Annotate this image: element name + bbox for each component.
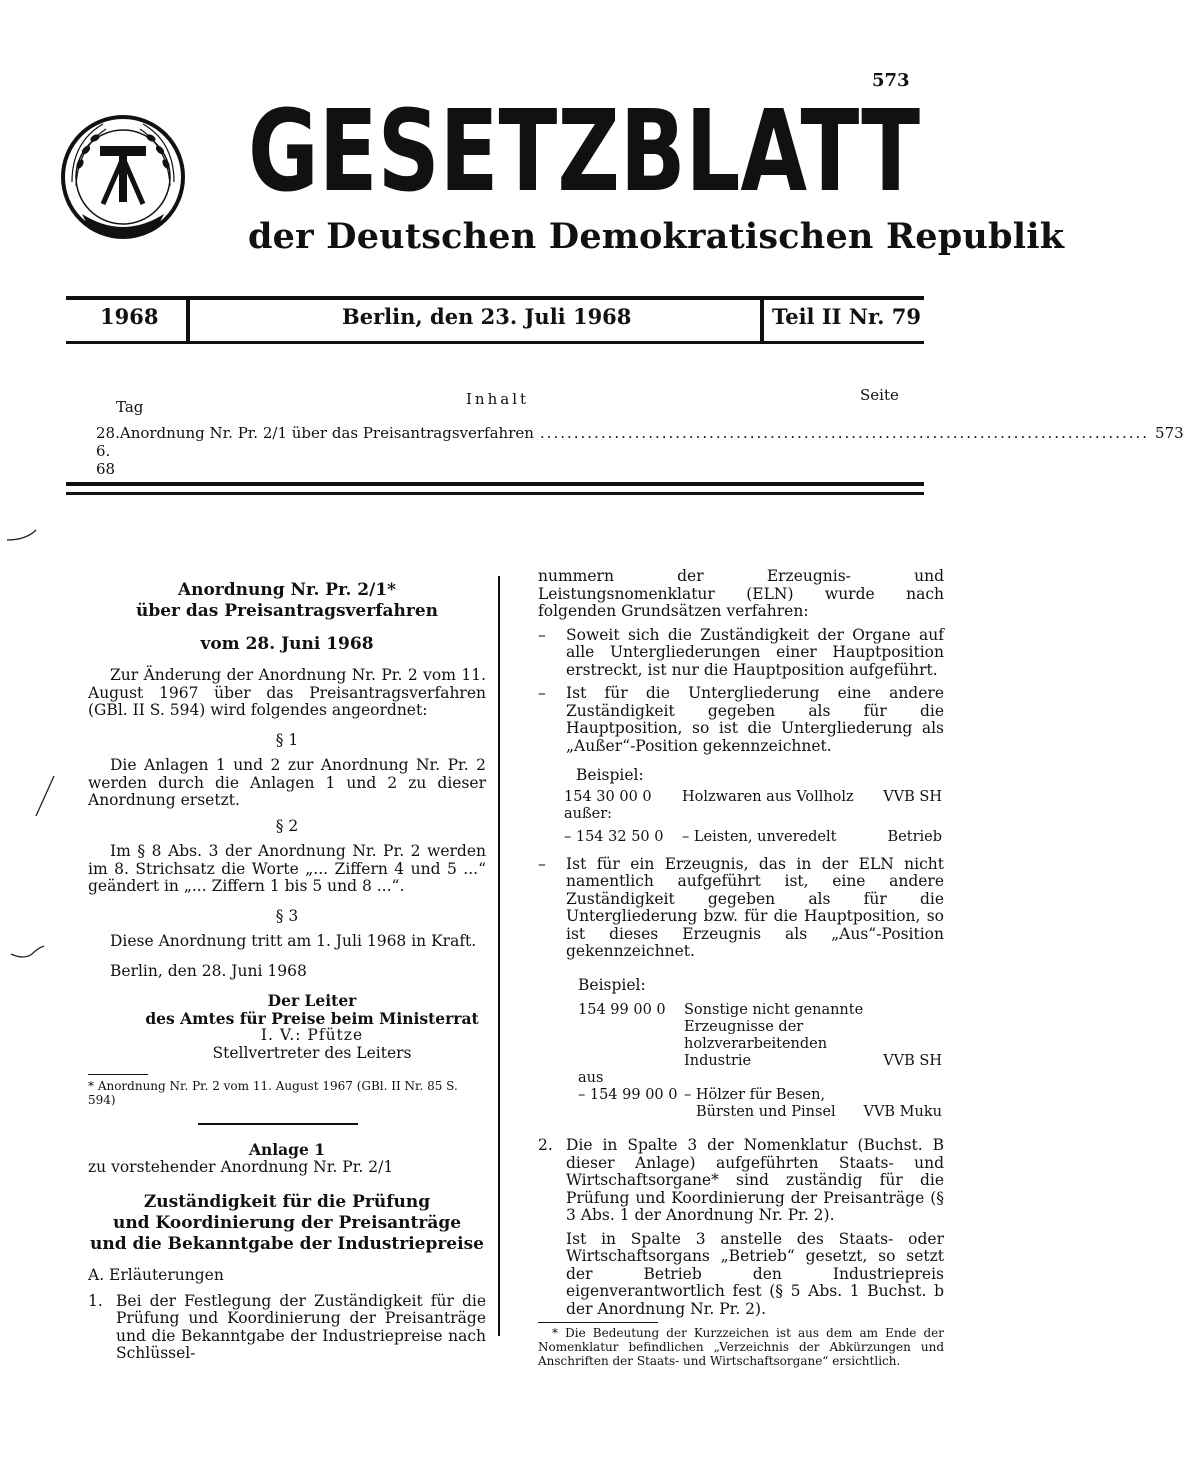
decree-date: vom 28. Juni 1968 [200, 634, 374, 654]
contents-rule-thick [66, 482, 924, 486]
item-1-continuation: nummern der Erzeugnis- und Leistungsnomenklatur (ELN) wurde nach folgenden Grundsätzen verfahren: [538, 567, 944, 620]
section-a-heading: A. Erläuterungen [88, 1266, 224, 1284]
svg-text:GESETZBLATT: GESETZBLATT [248, 87, 920, 217]
eln-organ: VVB Muku [863, 1104, 942, 1120]
eln-description-line: Erzeugnisse der [684, 1019, 804, 1035]
eln-code: 154 30 00 0 [564, 788, 652, 805]
issue-bar-divider [186, 296, 190, 344]
issue-place-date: Berlin, den 23. Juli 1968 [342, 304, 632, 329]
example-label: Beispiel: [576, 766, 644, 784]
contents-date-header: Tag [116, 398, 144, 416]
column-divider [498, 576, 500, 1336]
principle-item [538, 685, 944, 755]
contents-page-header: Seite [860, 386, 899, 404]
signing-place-date: Berlin, den 28. Juni 1968 [110, 961, 307, 980]
from-marker: aus [578, 1070, 604, 1086]
pencil-mark-icon [34, 774, 56, 818]
eln-organ: Betrieb [887, 828, 942, 845]
pencil-mark-icon [6, 528, 38, 544]
decree-intro: Zur Änderung der Anordnung Nr. Pr. 2 vom 11. August 1967 über das Preisantragsverfahren (GBl. II S. 594) wird folgendes angeordnet: [88, 666, 486, 719]
issue-bar-top-rule [66, 296, 924, 300]
contents-entry-title: Anordnung Nr. Pr. 2/1 über das Preisantragsverfahren [119, 424, 534, 442]
annex-reference: zu vorstehender Anordnung Nr. Pr. 2/1 [88, 1157, 394, 1176]
signatory-office: des Amtes für Preise beim Ministerrat [145, 1008, 479, 1028]
item-text: Bei der Festlegung der Zuständigkeit für die Prüfung und Koordinierung der Preisanträge und die Bekanntgabe der Industriepreise nach Schlüssel- [116, 1291, 486, 1362]
state-emblem-icon [58, 112, 188, 242]
signatory-title: Der Leiter [267, 991, 357, 1010]
right-column [538, 568, 944, 1368]
dash-marker: – [538, 684, 546, 702]
section-3-text: Diese Anordnung tritt am 1. Juli 1968 in Kraft. [110, 932, 477, 950]
principle-item [538, 856, 944, 961]
masthead-subtitle: der Deutschen Demokratischen Republik [248, 216, 1065, 257]
eln-organ: VVB SH [883, 788, 942, 805]
eln-description [684, 1002, 863, 1070]
principle-text: Soweit sich die Zuständigkeit der Organe auf alle Untergliederungen einer Hauptposition erstreckt, ist nur die Hauptposition aufgeführt. [566, 625, 944, 679]
contents-entry-date: 28. 6. 68 [96, 424, 120, 478]
issue-part-number: Teil II Nr. 79 [772, 304, 921, 329]
section-2-text: Im § 8 Abs. 3 der Anordnung Nr. Pr. 2 werden im 8. Strichsatz die Worte „... Ziffern 4 und 5 ...“ geändert in „... Ziffern 1 bis 5 und 8 ...“. [88, 842, 486, 895]
eln-description: – Leisten, unveredelt [682, 828, 837, 845]
principle-item [538, 627, 944, 680]
left-column [88, 580, 486, 1363]
dash-marker: – [538, 854, 546, 873]
eln-description-line: Bürsten und Pinsel [696, 1104, 836, 1120]
masthead-title [248, 87, 928, 217]
decree-title: Anordnung Nr. Pr. 2/1* [177, 580, 397, 600]
contents-entry-page: 573 [1155, 424, 1184, 442]
issue-bar-divider [760, 296, 764, 344]
eln-description: Holzwaren aus Vollholz [682, 788, 854, 805]
footnote-rule [88, 1074, 148, 1075]
decree-title-subject: über das Preisantragsverfahren [135, 601, 439, 621]
eln-description-line: Sonstige nicht genannte [684, 1002, 864, 1018]
item-text: Die in Spalte 3 der Nomenklatur (Buchst. B dieser Anlage) aufgeführten Staats- und Wirtschaftsorgane* sind zuständig für die Prüfung und Koordinierung der Preisanträge (§ 3 Abs. 1 der Anordnung Nr. Pr. 2). [566, 1136, 944, 1224]
eln-description-line: Industrie [684, 1053, 752, 1069]
explanation-item-2 [538, 1137, 944, 1318]
eln-code: – 154 99 00 0 [578, 1087, 678, 1103]
leader-dots: .......................................................................................... [539, 424, 1150, 442]
signatory-role: Stellvertreter des Leiters [212, 1043, 412, 1062]
eln-organ: VVB SH [883, 1053, 942, 1069]
eln-description-line: holzverarbeitenden [684, 1036, 828, 1052]
except-marker: außer: [564, 805, 613, 822]
left-footnote: * Anordnung Nr. Pr. 2 vom 11. August 1967 (GBl. II Nr. 85 S. 594) [88, 1079, 458, 1107]
issue-bar-bottom-rule [66, 341, 924, 344]
issue-year: 1968 [100, 304, 159, 329]
annex-title-line: und Koordinierung der Preisanträge [112, 1213, 462, 1233]
annex-title-line: und die Bekanntgabe der Industriepreise [90, 1234, 484, 1254]
explanation-item-1 [88, 1293, 486, 1363]
item-number: 2. [538, 1136, 553, 1154]
pencil-mark-icon [10, 944, 46, 962]
right-footnote: * Die Bedeutung der Kurzzeichen ist aus dem am Ende der Nomenklatur befindlichen „Verzeichnis der Abkürzungen und Anschriften der Staats- und Wirtschaftsorgane“ ersichtlich. [538, 1326, 944, 1368]
contents-heading: Inhalt [466, 390, 530, 408]
example-2-table [578, 1002, 942, 1121]
footnote-rule [538, 1322, 658, 1323]
page-number: 573 [872, 70, 910, 91]
example-label: Beispiel: [578, 975, 646, 994]
section-3-heading: § 3 [275, 906, 299, 925]
section-1-text: Die Anlagen 1 und 2 zur Anordnung Nr. Pr. 2 werden durch die Anlagen 1 und 2 zu dieser Anordnung ersetzt. [88, 756, 486, 809]
eln-description-line: – Hölzer für Besen, [684, 1087, 826, 1103]
item-text: Ist in Spalte 3 anstelle des Staats- oder Wirtschaftsorgans „Betrieb“ gesetzt, so setzt der Betrieb den Industriepreis eigenverantwortlich fest (§ 5 Abs. 1 Buchst. b der Anordnung Nr. Pr. 2). [566, 1229, 944, 1318]
example-1-table [564, 789, 942, 846]
item-number: 1. [88, 1291, 103, 1310]
principle-text: Ist für die Untergliederung eine andere Zuständigkeit gegeben als für die Hauptposition, so ist die Untergliederung als „Außer“-Position gekennzeichnet. [566, 684, 944, 755]
dash-marker: – [538, 625, 546, 644]
eln-code: – 154 32 50 0 [564, 828, 664, 845]
annex-title-line: Zuständigkeit für die Prüfung [143, 1192, 431, 1212]
contents-rule-thin [66, 492, 924, 495]
section-1-heading: § 1 [275, 730, 299, 749]
signatory-name: I. V.: Pfütze [260, 1026, 364, 1044]
eln-code: 154 99 00 0 [578, 1002, 666, 1018]
principle-text: Ist für ein Erzeugnis, das in der ELN nicht namentlich aufgeführt ist, eine andere Zuständigkeit gegeben als für die Untergliederung bzw. für die Hauptposition, so ist dieses Erzeugnis als „Aus“-Position gekennzeichnet. [566, 854, 944, 960]
contents-entry[interactable] [96, 424, 1184, 478]
section-2-heading: § 2 [275, 816, 299, 835]
annex-heading: Anlage 1 [248, 1140, 326, 1159]
